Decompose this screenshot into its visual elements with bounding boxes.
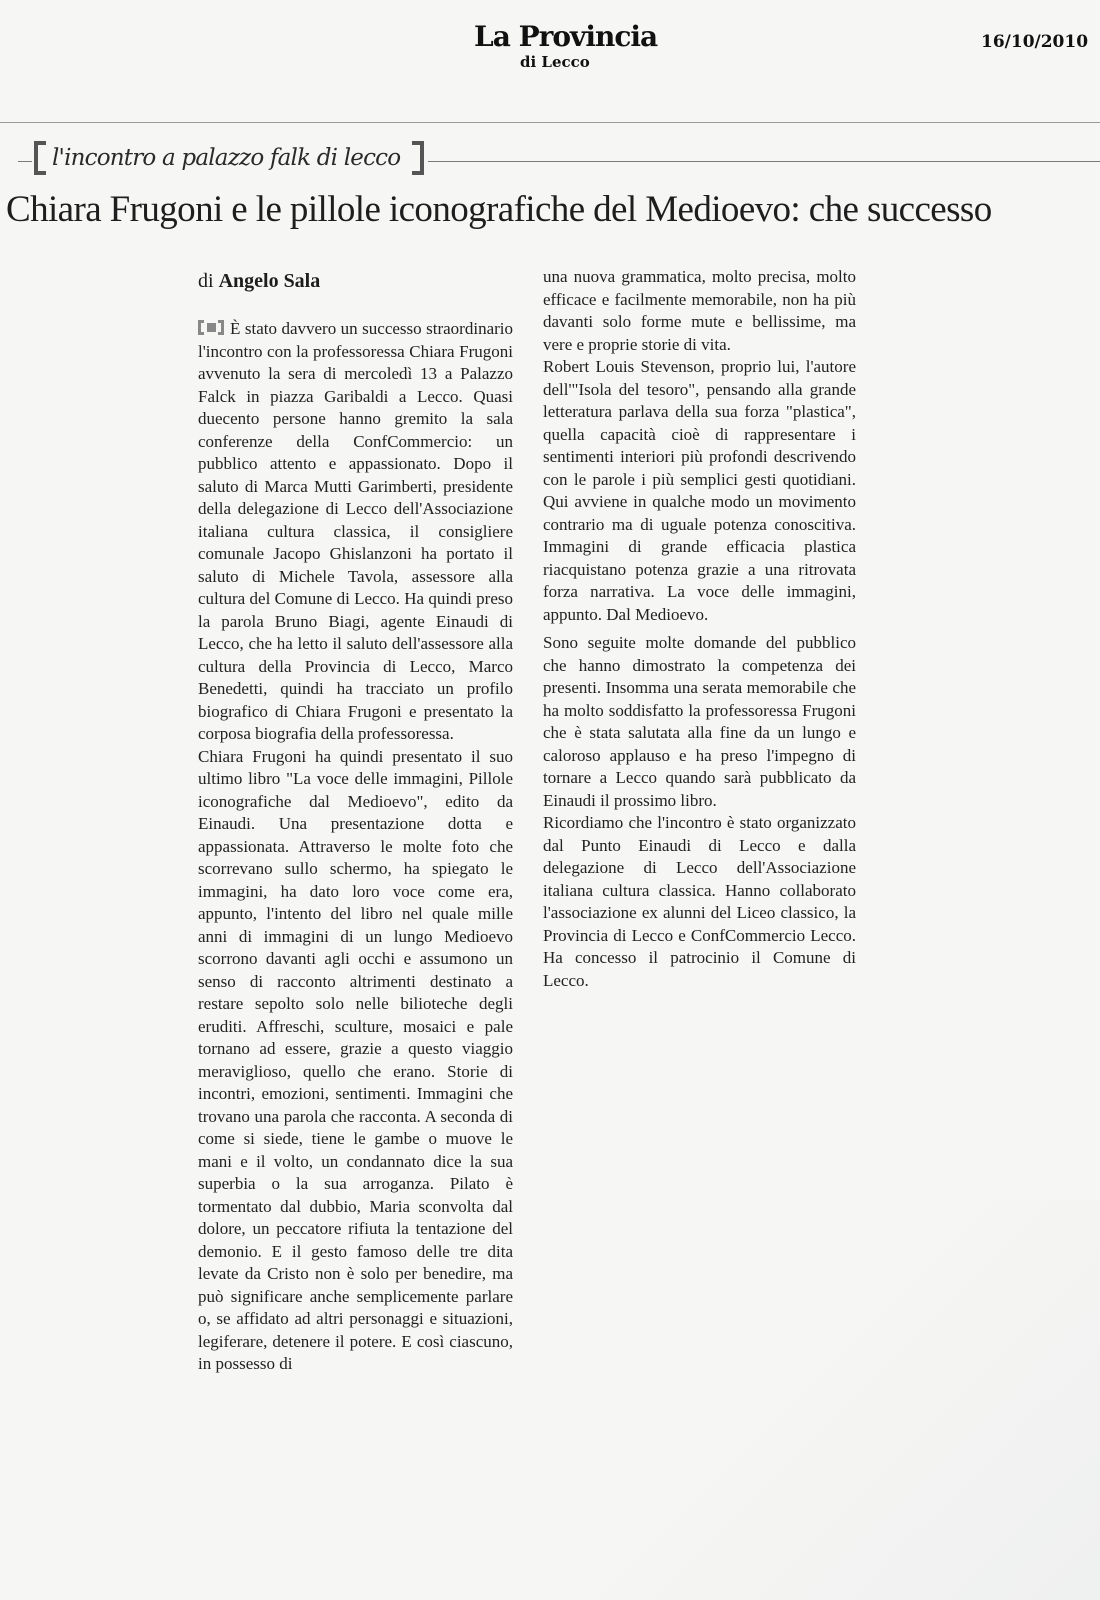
paragraph-text: Sono seguite molte domande del pubblico che hanno dimostrato la competenza dei presenti. Insomma una serata memorabile che ha molto soddisfatto la professoressa Frugoni che è stata salutata alla fine da un lungo e caloroso applauso e ha preso l'impegno di tornare a Lecco quando sarà pubblicato da Einaudi il prossimo libro.: [543, 633, 856, 810]
article-column-right: [543, 266, 856, 1136]
paragraph-text: È stato davvero un successo straordinario l'incontro con la professoressa Chiara Frugoni avvenuto la sera di mercoledì 13 a Palazzo Falck in piazza Garibaldi a Lecco. Quasi duecento persone hanno gremito la sala conferenze della ConfCommercio: un pubblico attento e appassionato. Dopo il saluto di Marca Mutti Garimberti, presidente della delegazione di Lecco dell'Associazione italiana cultura classica, il consigliere comunale Jacopo Ghislanzoni ha portato il saluto di Michele Tavola, assessore alla cultura del Comune di Lecco. Ha quindi preso la parola Bruno Biagi, agente Einaudi di Lecco, che ha letto il saluto dell'assessore alla cultura della Provincia di Lecco, Marco Benedetti, quindi ha tracciato un profilo biografico di Chiara Frugoni e presentato la corposa biografia della professoressa.: [198, 319, 513, 743]
article-column-left: [198, 318, 513, 1598]
article-paragraph: [543, 632, 856, 812]
paragraph-text: Robert Louis Stevenson, proprio lui, l'autore dell'"Isola del tesoro", pensando alla grande letteratura parlava della sua forza "plastica", quella capacità cioè di rappresentare i sentimenti interiori più profondi descrivendo con le parole i più semplici gesti quotidiani. Qui avviene in qualche modo un movimento contrario ma di uguale potenza conoscitiva. Immagini di grande efficacia plastica riacquistano potenza grazie a una ritrovata forza narrativa. La voce delle immagini, appunto. Dal Medioevo.: [543, 357, 856, 624]
article-paragraph: [543, 356, 856, 626]
paragraph-text: una nuova grammatica, molto precisa, molto efficace e facilmente memorabile, non ha più davanti solo forme mute e bellissime, ma vere e proprie storie di vita.: [543, 267, 856, 354]
article-paragraph: [543, 266, 856, 356]
article-paragraph: [198, 746, 513, 1376]
article-headline: Chiara Frugoni e le pillole iconografiche del Medioevo: che successo: [6, 189, 992, 230]
byline-author: Angelo Sala: [218, 270, 321, 292]
kicker-rule-left: [18, 161, 32, 162]
newspaper-title: La Provincia: [474, 20, 658, 53]
kicker-row: [18, 143, 1100, 183]
byline-prefix: di: [198, 270, 214, 292]
article-paragraph: [198, 318, 513, 746]
right-bracket-icon: [412, 141, 424, 175]
publication-date: 16/10/2010: [981, 32, 1089, 52]
article-paragraph: [543, 812, 856, 992]
top-divider: [0, 122, 1100, 123]
masthead: [0, 20, 1100, 80]
article-kicker: l'incontro a palazzo falk di lecco: [52, 145, 401, 171]
paragraph-text: Chiara Frugoni ha quindi presentato il suo ultimo libro "La voce delle immagini, Pillole iconografiche dal Medioevo", edito da Einaudi. Una presentazione dotta e appassionata. Attraverso le molte foto che scorrevano sullo schermo, ha spiegato le immagini, ha dato loro voce come era, appunto, l'intento del libro nel quale mille anni di immagini di un lungo Medioevo scorrono davanti agli occhi e assumono un senso di racconto altrimenti destinato a restare sepolto solo nelle bilioteche degli eruditi. Affreschi, sculture, mosaici e pale tornano ad essere, grazie a questo viaggio meraviglioso, quello che erano. Storie di incontri, emozioni, sentimenti. Immagini che trovano una parola che racconta. A seconda di come si siede, tiene le gambe o muove le mani e il volto, un condannato dice la sua superbia o la sua arroganza. Pilato è tormentato dal dubbio, Maria sconvolta dal dolore, un peccatore rifiuta la tentazione del demonio. E il gesto famoso delle tre dita levate da Cristo non è solo per benedire, ma può significare anche semplicemente parlare o, se affidato ad altri personaggi e situazioni, legiferare, detenere il potere. E così ciascuno, in possesso di: [198, 746, 513, 1373]
lead-marker-icon: [198, 320, 224, 335]
scan-shading: [580, 1200, 1100, 1600]
left-bracket-icon: [34, 141, 46, 175]
article-byline: [198, 270, 320, 293]
newspaper-edition: di Lecco: [520, 53, 590, 71]
paragraph-text: Ricordiamo che l'incontro è stato organizzato dal Punto Einaudi di Lecco e dalla delegazione di Lecco dell'Associazione italiana cultura classica. Hanno collaborato l'associazione ex alunni del Liceo classico, la Provincia di Lecco e ConfCommercio Lecco. Ha concesso il patrocinio il Comune di Lecco.: [543, 813, 856, 990]
kicker-rule-right: [428, 161, 1100, 162]
